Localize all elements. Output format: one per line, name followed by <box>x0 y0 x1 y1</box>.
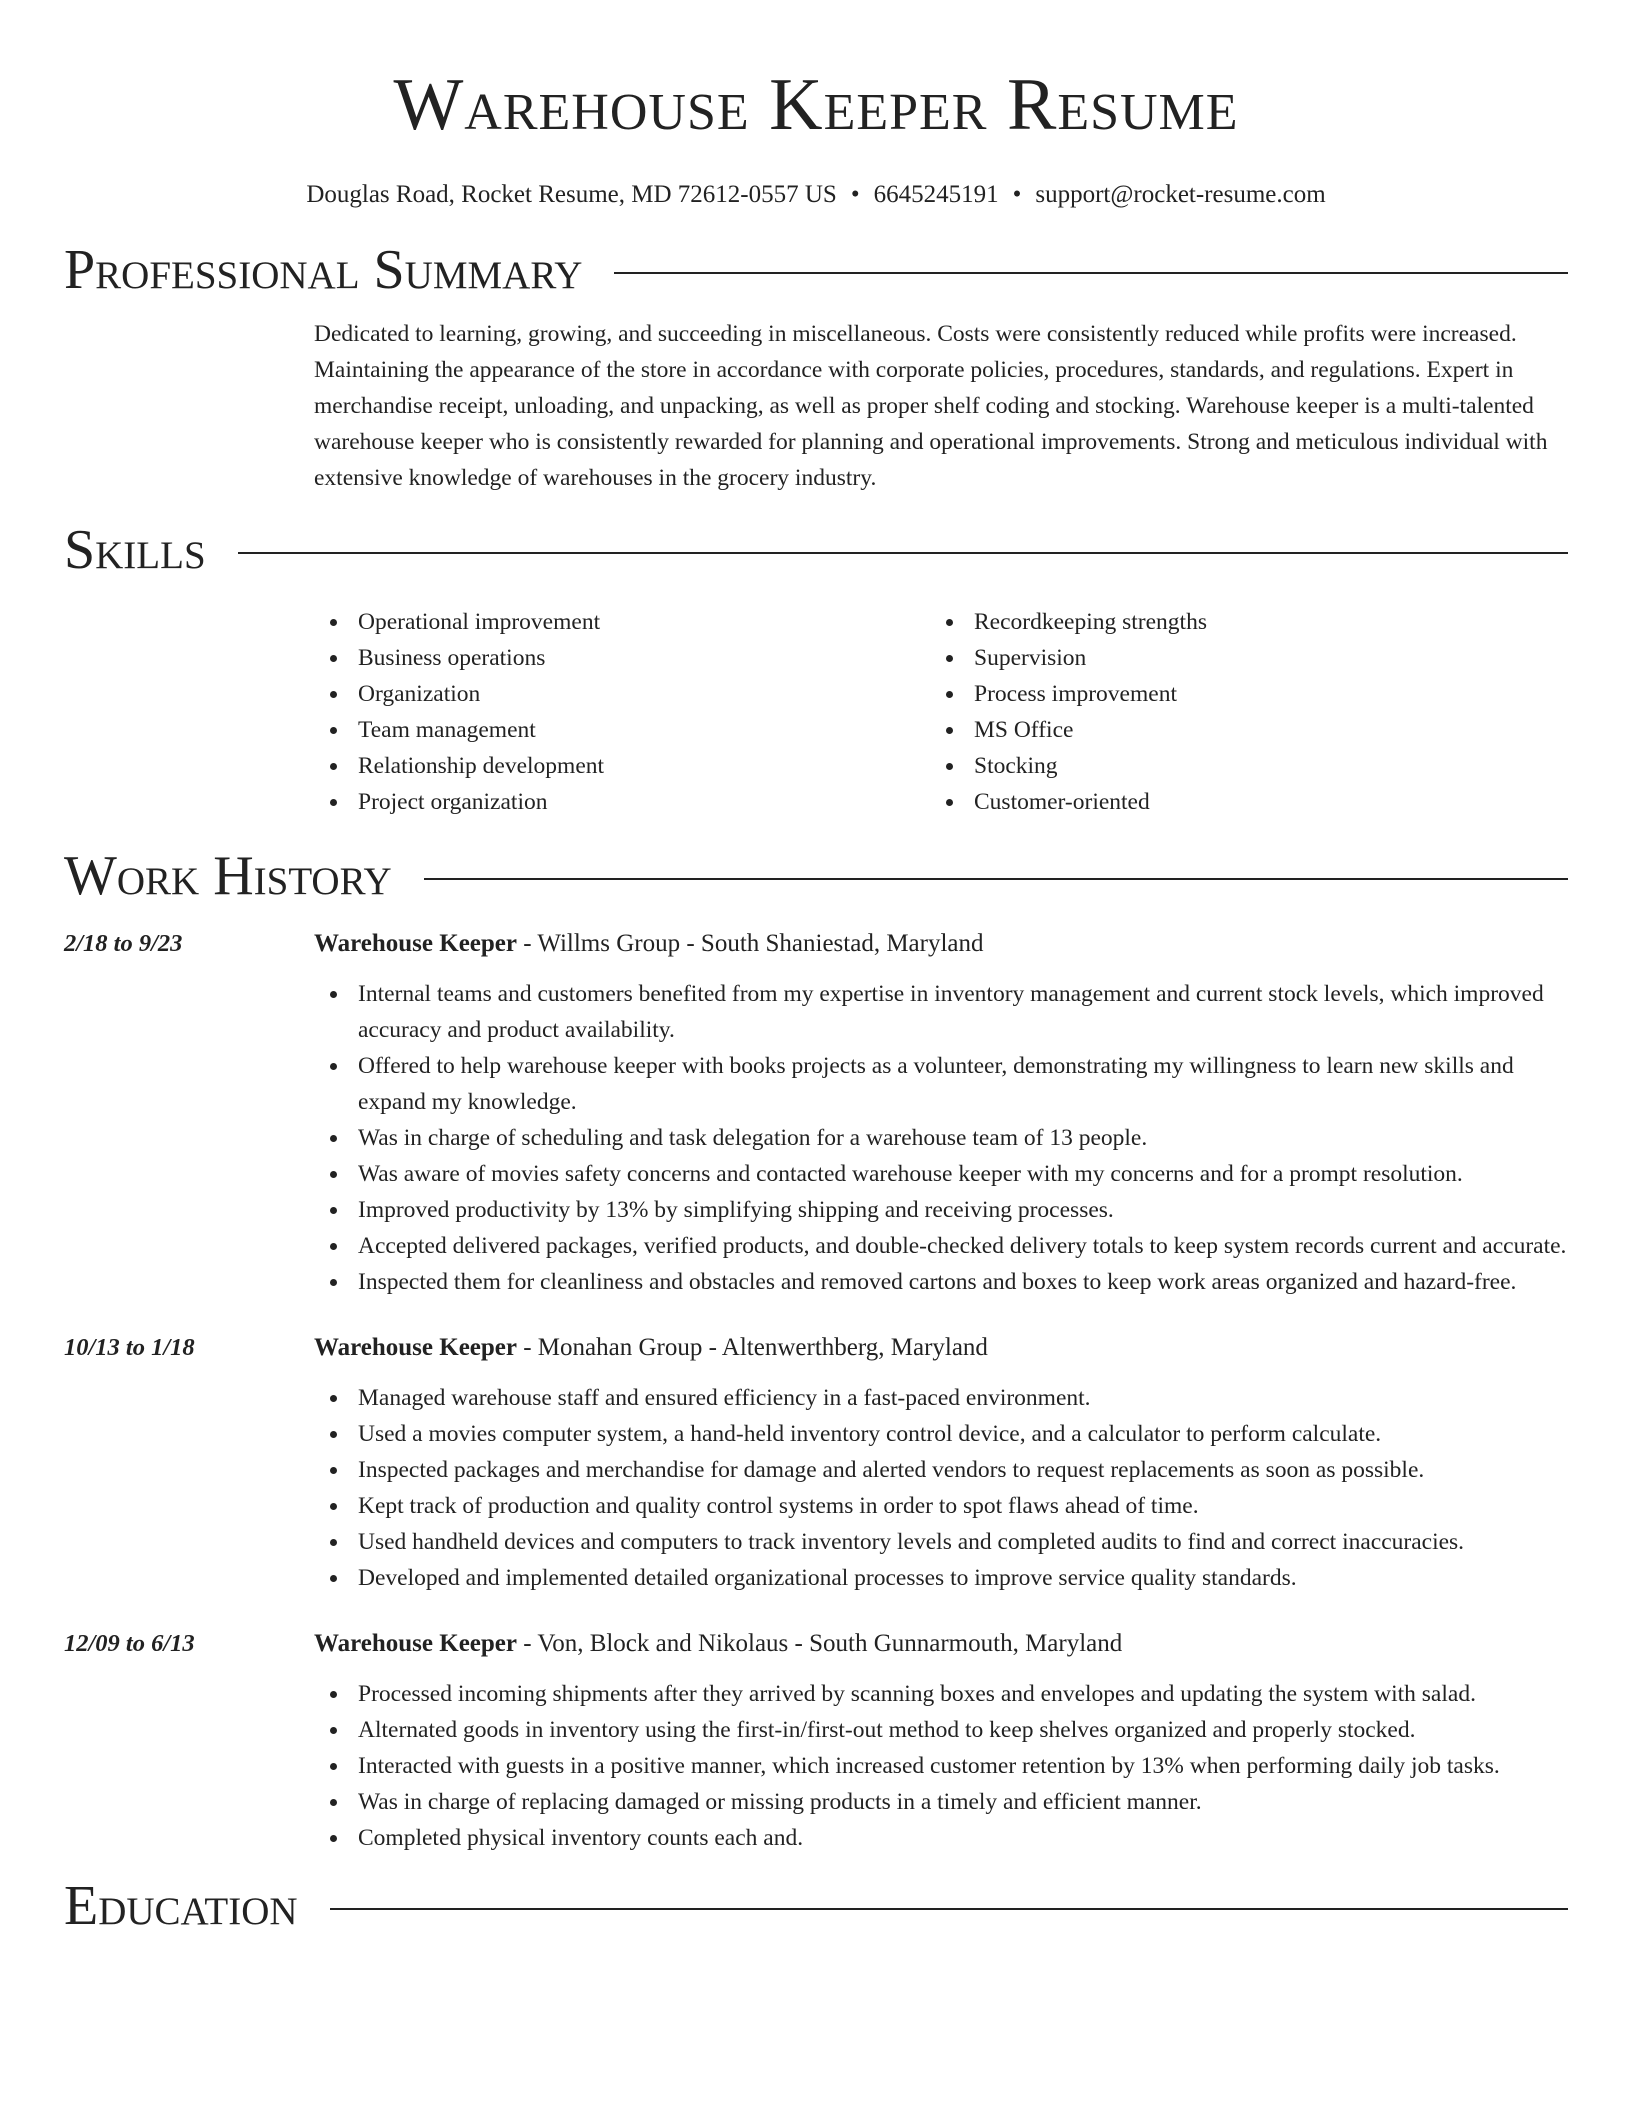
job-employer: - Monahan Group - Altenwerthberg, Maryland <box>516 1334 988 1361</box>
education-section-header <box>64 1874 1568 1938</box>
job-bullet: Used a movies computer system, a hand-held inventory control device, and a calculator to perform calculate. <box>314 1416 1568 1452</box>
skill-item: Business operations <box>314 640 930 676</box>
job-bullet: Developed and implemented detailed organizational processes to improve service quality standards. <box>314 1560 1568 1596</box>
section-divider <box>330 1908 1568 1910</box>
job-body <box>314 926 1568 1300</box>
section-divider <box>238 552 1568 554</box>
skill-item: Relationship development <box>314 748 930 784</box>
job-body <box>314 1330 1568 1596</box>
skills-column-left <box>314 604 930 820</box>
skill-item: Supervision <box>930 640 1546 676</box>
section-title-education: Education <box>64 1875 298 1937</box>
job-bullet: Completed physical inventory counts each and. <box>314 1820 1568 1856</box>
job-bullet: Internal teams and customers benefited from my expertise in inventory management and current stock levels, which improved accuracy and product availability. <box>314 976 1568 1048</box>
job-bullet: Kept track of production and quality control systems in order to spot flaws ahead of time. <box>314 1488 1568 1524</box>
contact-email[interactable]: support@rocket-resume.com <box>1035 181 1326 208</box>
skill-item: Recordkeeping strengths <box>930 604 1546 640</box>
work-section-header <box>64 844 1568 908</box>
job-dates: 12/09 to 6/13 <box>64 1630 195 1657</box>
job-employer: - Von, Block and Nikolaus - South Gunnarmouth, Maryland <box>516 1630 1123 1657</box>
skill-item: Customer-oriented <box>930 784 1546 820</box>
contact-separator: • <box>850 181 860 208</box>
skill-item: Stocking <box>930 748 1546 784</box>
job-title: Warehouse Keeper <box>314 930 517 957</box>
section-title-skills: Skills <box>64 519 206 581</box>
job-bullet: Inspected them for cleanliness and obstacles and removed cartons and boxes to keep work areas organized and hazard-free. <box>314 1264 1568 1300</box>
job-title: Warehouse Keeper <box>314 1630 517 1657</box>
job-body <box>314 1626 1568 1856</box>
summary-text: Dedicated to learning, growing, and succeeding in miscellaneous. Costs were consistently reduced while profits were increased. Maintaining the appearance of the store in accordance with corporate policies, procedures, standards, and regulations. Expert in merchandise receipt, unloading, and unpacking, as well as proper shelf coding and stocking. Warehouse keeper is a multi-talented warehouse keeper who is consistently rewarded for planning and operational improvements. Strong and meticulous individual with extensive knowledge of warehouses in the grocery industry. <box>314 321 1548 491</box>
skill-item: Team management <box>314 712 930 748</box>
summary-section-header <box>64 238 1568 302</box>
job-bullet: Inspected packages and merchandise for damage and alerted vendors to request replacements as soon as possible. <box>314 1452 1568 1488</box>
job-bullet: Was in charge of replacing damaged or missing products in a timely and efficient manner. <box>314 1784 1568 1820</box>
job-bullet: Processed incoming shipments after they arrived by scanning boxes and envelopes and updating the system with salad. <box>314 1676 1568 1712</box>
job-bullet: Alternated goods in inventory using the first-in/first-out method to keep shelves organized and properly stocked. <box>314 1712 1568 1748</box>
skills-section-header <box>64 518 1568 582</box>
section-divider <box>614 272 1568 274</box>
job-employer: - Willms Group - South Shaniestad, Maryland <box>516 930 984 957</box>
contact-address: Douglas Road, Rocket Resume, MD 72612-0557 US <box>306 181 837 208</box>
job-dates: 2/18 to 9/23 <box>64 930 183 957</box>
job-bullet: Improved productivity by 13% by simplifying shipping and receiving processes. <box>314 1192 1568 1228</box>
skills-column-right <box>930 604 1546 820</box>
contact-line <box>64 180 1568 210</box>
job-bullet: Used handheld devices and computers to track inventory levels and completed audits to find and correct inaccuracies. <box>314 1524 1568 1560</box>
job-bullet: Was in charge of scheduling and task delegation for a warehouse team of 13 people. <box>314 1120 1568 1156</box>
skill-item: Operational improvement <box>314 604 930 640</box>
job-bullet: Interacted with guests in a positive manner, which increased customer retention by 13% when performing daily job tasks. <box>314 1748 1568 1784</box>
job-dates: 10/13 to 1/18 <box>64 1334 195 1361</box>
contact-separator: • <box>1012 181 1022 208</box>
skills-list <box>64 604 1568 820</box>
job-entry <box>64 1330 1568 1596</box>
skill-item: Process improvement <box>930 676 1546 712</box>
job-entry <box>64 926 1568 1300</box>
section-title-work-history: Work History <box>64 845 392 907</box>
job-bullet: Accepted delivered packages, verified products, and double-checked delivery totals to keep system records current and accurate. <box>314 1228 1568 1264</box>
job-bullets <box>314 976 1568 1300</box>
job-heading <box>314 926 1568 962</box>
section-title-summary: Professional Summary <box>64 239 583 301</box>
contact-phone: 6645245191 <box>873 181 999 208</box>
job-title: Warehouse Keeper <box>314 1334 517 1361</box>
skill-item: MS Office <box>930 712 1546 748</box>
job-bullets <box>314 1676 1568 1856</box>
job-bullet: Managed warehouse staff and ensured efficiency in a fast-paced environment. <box>314 1380 1568 1416</box>
job-bullet: Was aware of movies safety concerns and contacted warehouse keeper with my concerns and for a prompt resolution. <box>314 1156 1568 1192</box>
section-divider <box>424 878 1568 880</box>
page-title: Warehouse Keeper Resume <box>393 64 1239 146</box>
job-bullet: Offered to help warehouse keeper with books projects as a volunteer, demonstrating my willingness to learn new skills and expand my knowledge. <box>314 1048 1568 1120</box>
skill-item: Organization <box>314 676 930 712</box>
job-entry <box>64 1626 1568 1856</box>
job-heading <box>314 1330 1568 1366</box>
skill-item: Project organization <box>314 784 930 820</box>
job-heading <box>314 1626 1568 1662</box>
job-bullets <box>314 1380 1568 1596</box>
